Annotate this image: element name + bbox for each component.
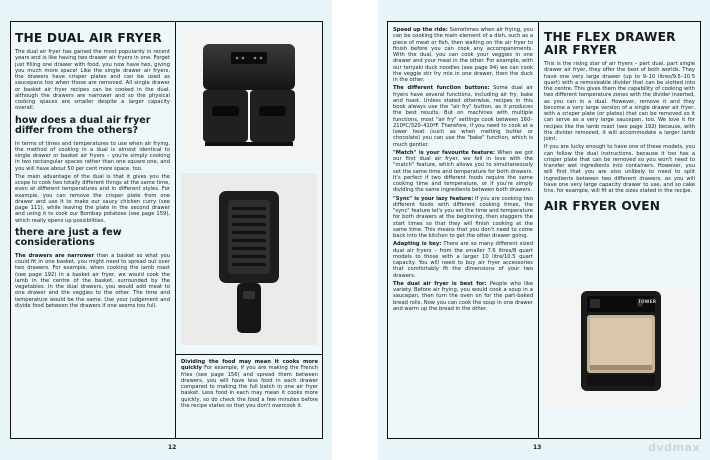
air-fryer-oven-photo	[544, 285, 695, 405]
watermark-text: dvdmax	[648, 441, 700, 454]
function-buttons-paragraph	[393, 85, 533, 148]
left-photo-rule	[175, 354, 323, 355]
dividing-food-paragraph	[181, 359, 318, 409]
flex-drawer-title: THE FLEX DRAWER AIR FRYER	[544, 30, 676, 57]
page-number-right: 13	[533, 444, 542, 451]
adapting-lead: Adapting is key:	[393, 241, 442, 248]
flex-paragraph-2: If you are lucky enough to have one of these models, you can follow the dual instructions, because it too has a crisper plate that can be removed so you won't need to transfer wet ingredients into containers. However, you will find that you are also unlikely to need to split ingredients between two different drawers, as you will have one very large capacity drawer to use, and so cake tins, for example, will fit at the sizes stated in the recipe.	[544, 144, 695, 194]
considerations-text: than a basket so what you could fit in one basket, you might need to spread out over two drawers. For example, when cooking the lamb roast (see page 192) in a basket air fryer, we would cook the lamb in the centre of the basket, surrounded by the vegetables. In the dual drawers, you would add meat to one drawer and the veggies to the other. The time and temperature would be the same. Use your judgement and divide food between the drawers if one seems too full.	[15, 252, 171, 309]
speed-up-text: Sometimes when air frying, you can be cooking the main element of a dish, such as a piece of meat or fish, then waiting on the air fryer to finish before you can cook any accompaniments. With the dual, you can cook your veggies in one drawer and your meat in the other. For example, with our teriyaki duck noodles (see page 94) we can cook the veggie stir fry mix in one drawer, then the duck in the other.	[393, 27, 534, 83]
oven-brand-text: TOWER	[638, 299, 657, 304]
dual-air-fryer-illustration	[181, 30, 317, 160]
dividing-food-lead: Dividing the food may mean it cooks more quickly	[181, 359, 318, 372]
considerations-heading: there are just a few considerations	[15, 226, 122, 249]
match-feature-paragraph	[393, 150, 533, 194]
speed-up-paragraph	[393, 27, 533, 83]
considerations-paragraph	[15, 253, 170, 309]
dividing-food-block	[181, 359, 318, 411]
adapting-paragraph	[393, 241, 533, 279]
page-gutter	[332, 0, 378, 460]
adapting-text: There are so many different sized dual air fryers – from the smaller 7.6 litres/8 quart models to those with a larger 10 litre/10.5 quart capacity. You will need to buy air fryer accessories that comfortably fit the dimensions of your two drawers.	[393, 241, 533, 279]
right-column-divider	[538, 21, 539, 439]
dual-intro-paragraph: The dual air fryer has gained the most popularity in recent years and is like having two drawer air fryers in one. Forget just filling one drawer with food, you now have two, giving you much more space! Like the single drawer air fryers, the drawers have crisper plates and can be used as saucepans too when those are removed. All single drawer or basket air fryer recipes can be cooked in the dual, although the drawers are narrower and so the physical cooking spaces are smaller despite a larger capacity overall.	[15, 49, 170, 112]
left-column-divider	[175, 21, 176, 439]
flex-paragraph-1: This is the rising star of air fryers – part dual, part single drawer air fryer, they offer the best of both worlds. They have one very large drawer (up to 9–10 litres/9.5–10.5 quart) with a removeable divider that can be slotted into the centre. This gives them the capability of cooking with two different temperature zones with the divider inserted, as you can in a dual. However, remove it and they become a very large version of a single drawer air fryer, with a crisper plate (or plates) that can be removed so it can serve as a very large saucepan, too. We love it for recipes like the lamb roast (see page 192) because, with the divider removed, it will accommodate a larger lamb joint.	[544, 61, 696, 142]
dual-air-fryer-photo	[181, 30, 317, 160]
right-column-1	[393, 27, 533, 314]
sync-feature-paragraph	[393, 196, 533, 240]
best-for-paragraph	[393, 281, 533, 312]
speed-up-lead: Speed up the ride:	[393, 27, 448, 33]
sync-feature-text: If you are cooking two different foods with different cooking times, the "sync" feature let's you set the time and temperature for both drawers at the beginning, then staggers the start times so that they will finish cooking at the same time. This means that you don't need to come back into the kitchen to get the other drawer going.	[393, 195, 533, 239]
match-feature-lead: "Match" is your favourite feature:	[393, 149, 495, 156]
best-for-text: People who like variety. Before air frying, you would cook a soup in a saucepan, then turn the oven on for the part-baked bread rolls. Now you can cook the soup in one drawer and warm up the bread in the other.	[393, 280, 534, 312]
left-page	[0, 0, 332, 460]
dual-air-fryer-title: THE DUAL AIR FRYER	[15, 31, 162, 45]
left-column	[15, 32, 170, 311]
page-number-left: 12	[168, 444, 177, 451]
air-fryer-oven-title: AIR FRYER OVEN	[544, 199, 661, 214]
air-fryer-oven-illustration	[544, 285, 695, 405]
best-for-lead: The dual air fryer is best for:	[393, 280, 487, 287]
crisper-drawer-illustration	[181, 173, 317, 345]
match-feature-text: When we got our first dual air fryer, we fell in love with the "match" feature, which allows you to simultaneously set the same time and temperature for both drawers. It's perfect if two different foods require the same cooking time and temperature, or if you're simply dividing the same ingredients between both drawers.	[393, 149, 533, 194]
considerations-lead: The drawers are narrower	[15, 252, 95, 259]
differ-heading: how does a dual air fryer differ from the others?	[15, 114, 151, 136]
differ-paragraph-1: In terms of times and temperatures to use when air frying, the method of cooking in a dual is almost identical to single drawer or basket air fryers – you're simply cooking in two rectangular spaces rather than one square one, and you will have about 50 per cent more space, too.	[15, 140, 170, 172]
function-buttons-text: Some dual air fryers have several functions, including air fry, bake and roast. Unless stated otherwise, recipes in this book always use the "air fry" button, as it produces the best results. But on machines with multiple functions, most "air fry" settings cook between 160–210ºC/320–410ºF. Therefore, if you need to cook at a lower heat (such as when melting butter or chocolate) you can use the "bake" function, which is much gentler.	[393, 85, 533, 148]
function-buttons-lead: The different function buttons:	[393, 85, 490, 92]
crisper-drawer-photo	[181, 173, 317, 345]
right-page	[378, 0, 710, 460]
sync-feature-lead: "Sync" is your lazy feature:	[393, 195, 474, 202]
right-column-2	[544, 31, 695, 217]
dividing-food-text: For example, if you are making the French fries (see page 156) and spread them between drawers, you will have less food in each drawer compared to making the full batch in one air fryer basket. Less food in each may mean it cooks more quickly, so do check the food a few minutes before the recipe states so that you don't overcook it.	[181, 365, 318, 409]
differ-paragraph-2: The main advantage of the dual is that it gives you the scope to cook two totally different things at the same time, even at different temperatures and in different styles. For example, you can remove the crisper plate from one drawer and use it to make our saucy chicken curry (see page 111), while leaving the plate in the second drawer and using it to cook our Bombay potatoes (see page 159), which really opens up possibilities.	[15, 173, 170, 224]
